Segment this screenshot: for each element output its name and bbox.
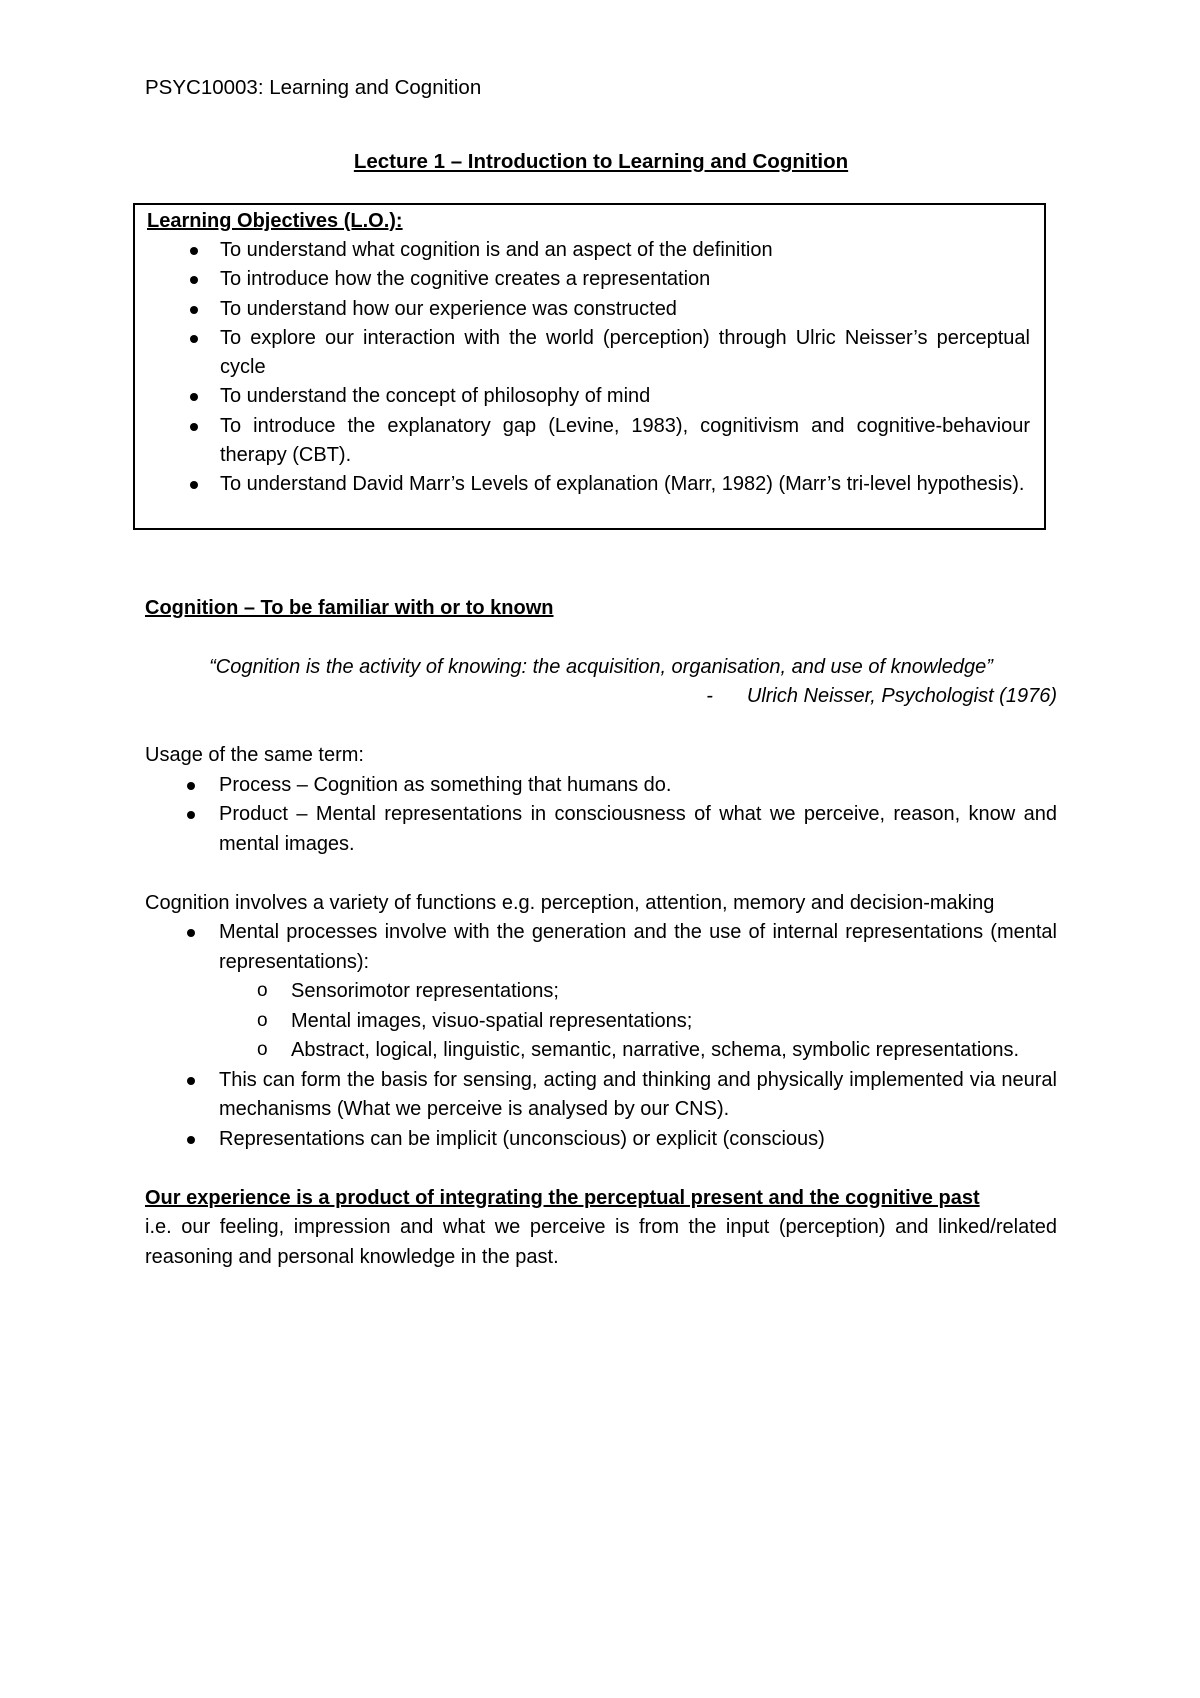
representation-sublist: [219, 977, 1057, 1066]
functions-item: [145, 918, 1057, 1066]
usage-list: [145, 771, 1057, 860]
functions-item: This can form the basis for sensing, acting and thinking and physically implemented via neural mechanisms (What we perceive is analysed by our CNS).: [145, 1066, 1057, 1125]
sub-item: o Mental images, visuo-spatial representations;: [145, 1007, 1057, 1037]
cognition-heading: Cognition – To be familiar with or to known: [145, 597, 554, 619]
experience-text: i.e. our feeling, impression and what we perceive is from the input (perception) and linked/related reasoning and personal knowledge in the past.: [145, 1216, 1057, 1268]
attribution-text: Ulrich Neisser, Psychologist (1976): [746, 685, 1057, 707]
objective-item: To introduce the explanatory gap (Levine, 1983), cognitivism and cognitive-behaviour therapy (CBT).: [147, 412, 1030, 471]
neisser-quote: “Cognition is the activity of knowing: the acquisition, organisation, and use of knowledge”: [209, 655, 993, 678]
objective-item: To understand the concept of philosophy of mind: [147, 382, 1030, 411]
sub-item: o Abstract, logical, linguistic, semantic, narrative, schema, symbolic representations.: [145, 1036, 1057, 1066]
objective-item: To understand what cognition is and an aspect of the definition: [147, 236, 1030, 265]
objective-item: To introduce how the cognitive creates a representation: [147, 265, 1030, 294]
functions-intro: Cognition involves a variety of functions e.g. perception, attention, memory and decision-making: [145, 891, 995, 914]
objective-item: To understand David Marr’s Levels of explanation (Marr, 1982) (Marr’s tri-level hypothesis).: [147, 470, 1030, 499]
usage-item: Product – Mental representations in consciousness of what we perceive, reason, know and mental images.: [145, 800, 1057, 859]
lecture-title: Lecture 1 – Introduction to Learning and Cognition: [353, 150, 849, 173]
experience-heading: Our experience is a product of integrating the perceptual present and the cognitive past: [145, 1186, 980, 1209]
sub-item: o Sensorimotor representations;: [145, 977, 1057, 1007]
quote-attribution: [145, 682, 1057, 712]
course-header: PSYC10003: Learning and Cognition: [145, 76, 482, 99]
usage-intro: Usage of the same term:: [145, 744, 364, 766]
functions-list: [145, 918, 1057, 1154]
attribution-dash: -: [706, 685, 713, 707]
mental-processes-text: Mental processes involve with the generation and the use of internal representations (mental representations):: [219, 921, 1057, 973]
objective-item: To explore our interaction with the world (perception) through Ulric Neisser’s perceptual cycle: [147, 324, 1030, 383]
objective-item: To understand how our experience was constructed: [147, 295, 1030, 324]
functions-item: Representations can be implicit (unconscious) or explicit (conscious): [145, 1125, 1057, 1155]
learning-objectives-box: [133, 203, 1046, 530]
main-content: [145, 594, 1057, 1272]
objectives-list: [147, 236, 1030, 500]
usage-item: Process – Cognition as something that humans do.: [145, 771, 1057, 801]
objectives-heading: Learning Objectives (L.O.):: [147, 210, 403, 232]
